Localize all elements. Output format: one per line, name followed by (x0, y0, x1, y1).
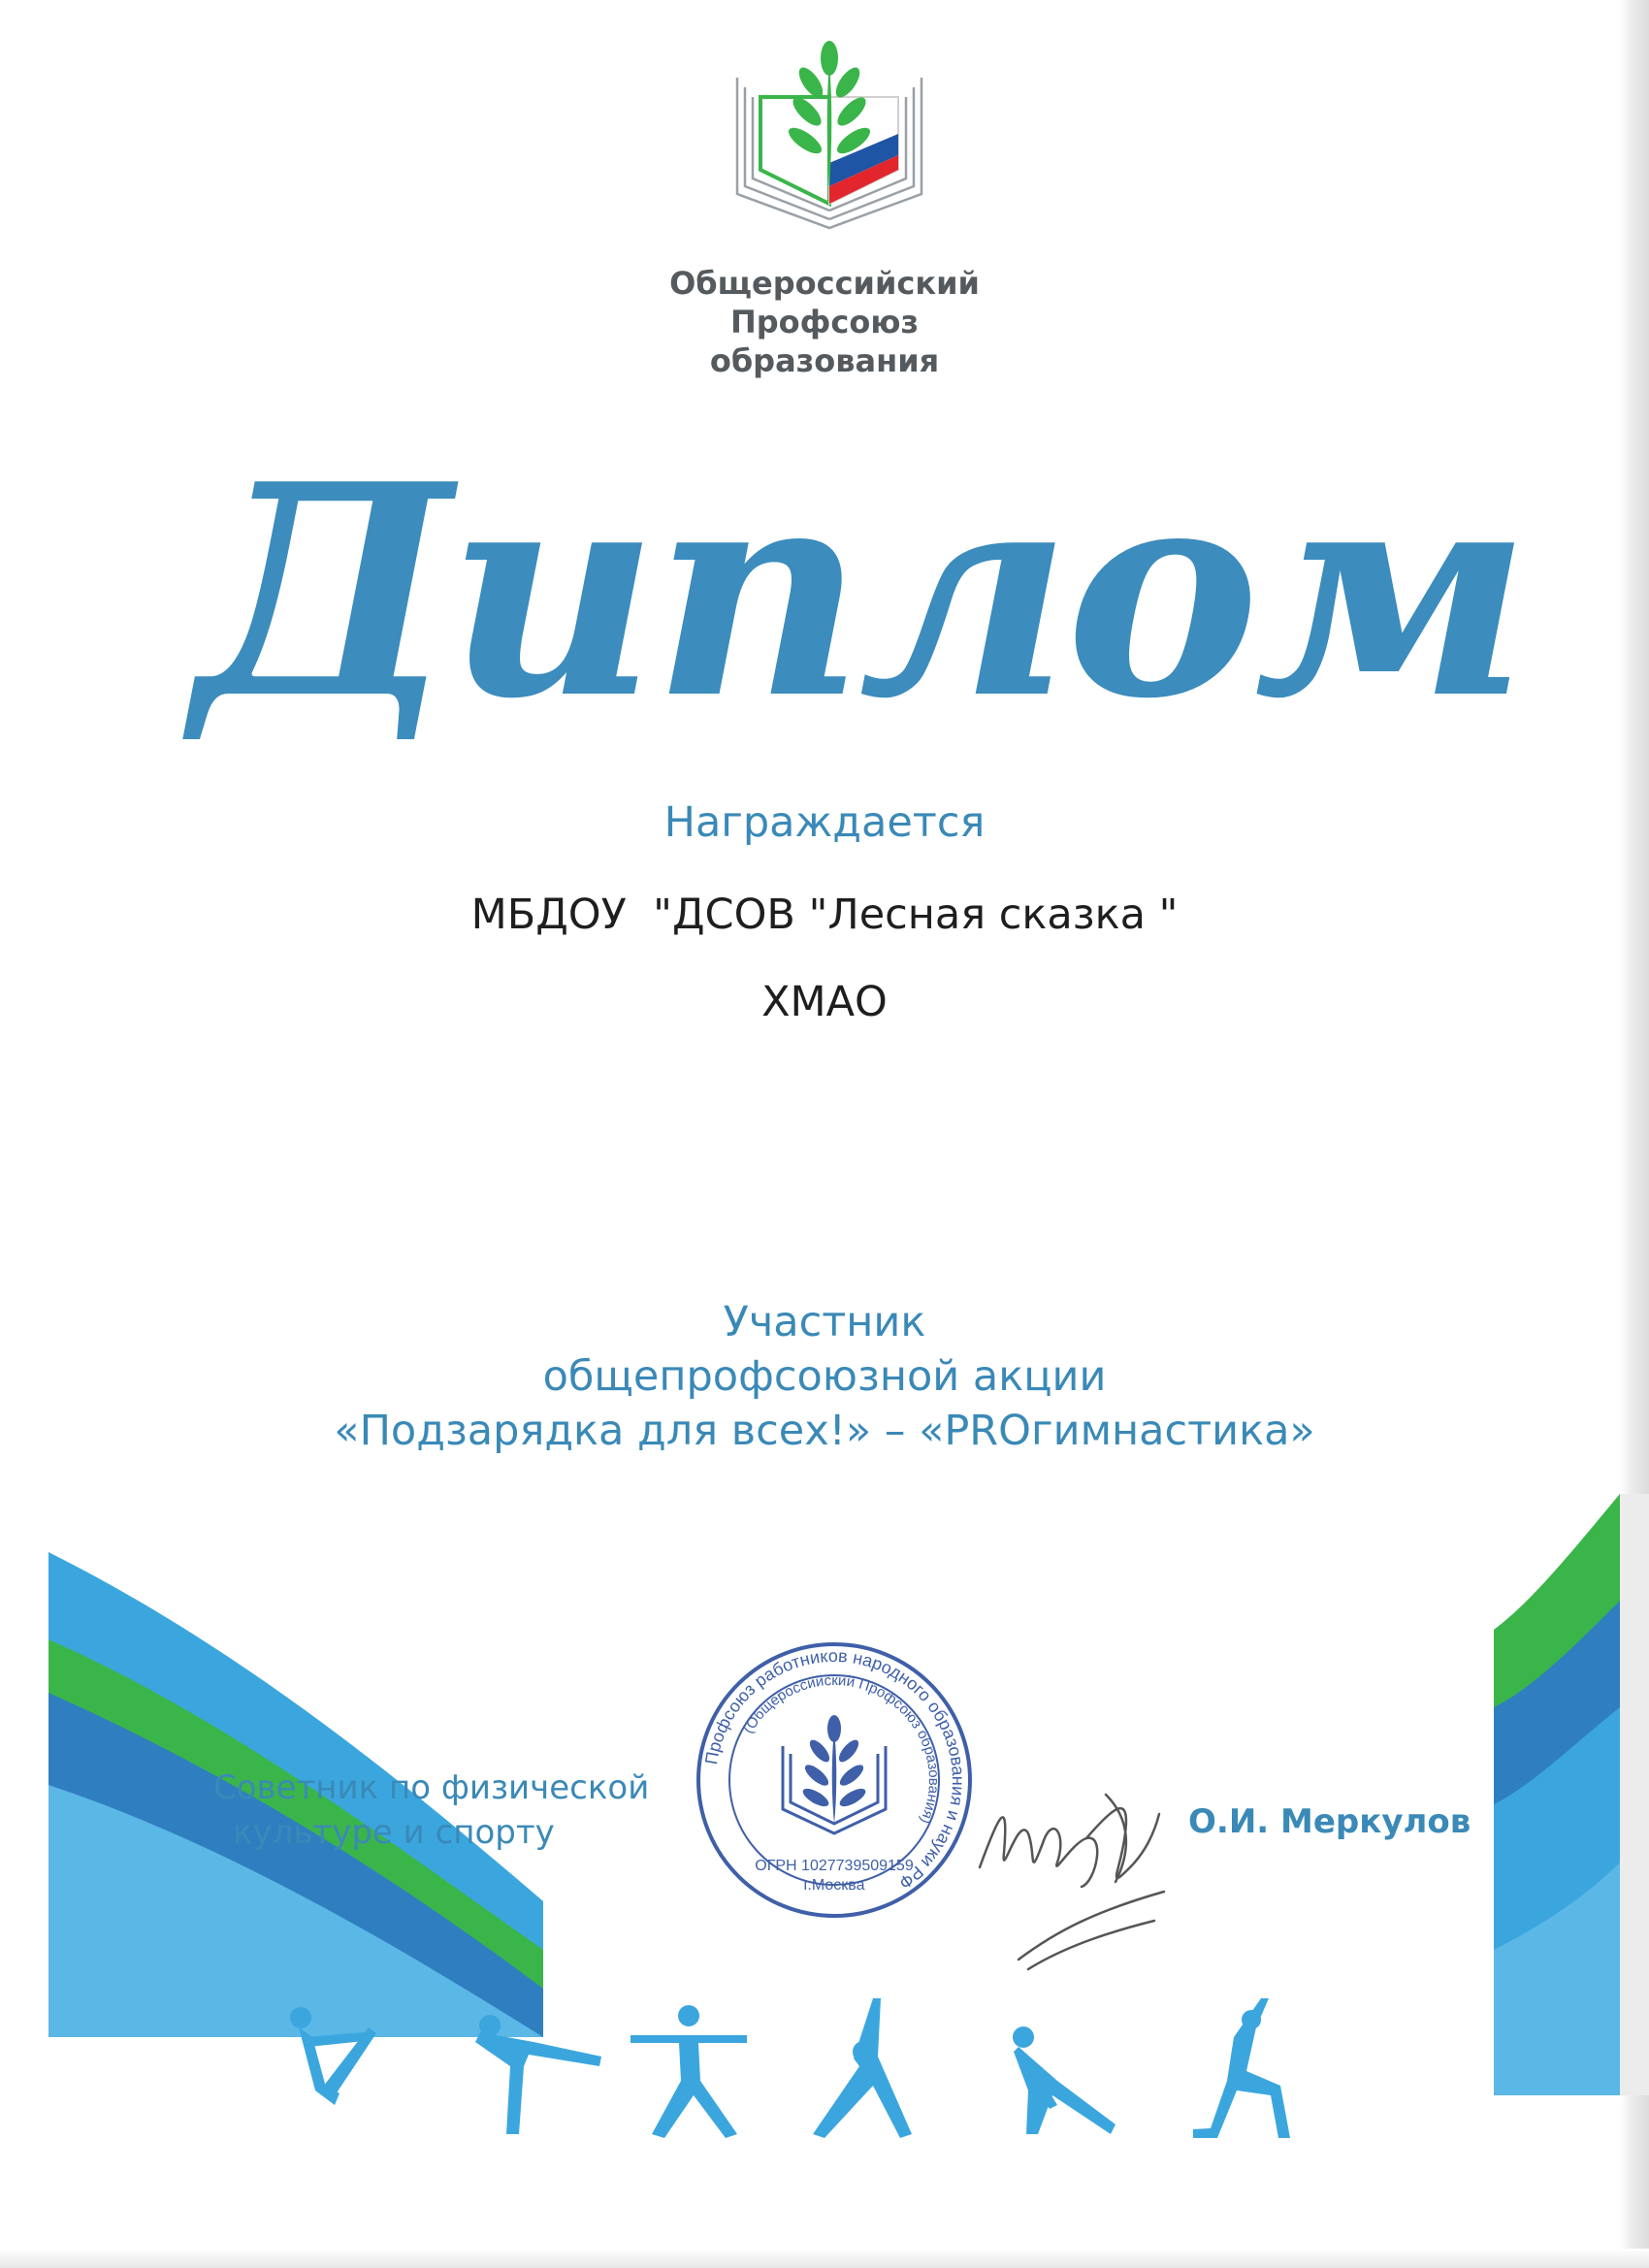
recipient-name: МБДОУ "ДСОВ "Лесная сказка " (470, 891, 1179, 939)
stamp-ogrn: ОГРН 1027739509159 (755, 1858, 914, 1874)
recipient-region: ХМАО (761, 978, 888, 1026)
stamp-outer-text: Профсоюз работников народного образования и науки РФ (701, 1645, 969, 1894)
participation-line: общепрофсоюзной акции (542, 1352, 1107, 1401)
stamp-city: г.Москва (803, 1877, 865, 1894)
awarded-label: Награждается (663, 798, 986, 847)
warrior-two-pose-icon (630, 2005, 747, 2138)
diploma-title: Диплом (194, 420, 1525, 762)
participation-line: «Подзарядка для всех!» – «PROгимнастика» (334, 1407, 1315, 1455)
union-logo-icon (718, 39, 941, 243)
triangle-pose-icon (813, 1998, 912, 2138)
lunge-stretch-pose-icon (1013, 2026, 1116, 2134)
exercise-figures (281, 1998, 1387, 2144)
participation-text (194, 1295, 1455, 1458)
signer-position-line: культуре и спорту (233, 1813, 555, 1852)
signer-position (213, 1766, 698, 1855)
warrior-three-pose-icon (475, 2015, 601, 2134)
signer-position-line: Советник по физической (213, 1768, 650, 1807)
organization-name-line: образования (709, 342, 940, 379)
decorative-wave-right (1474, 1494, 1649, 2095)
organization-name-line: Общероссийский (669, 265, 980, 302)
page-edge-shadow-bottom (0, 2249, 1649, 2268)
handwritten-signature (960, 1775, 1193, 1998)
kneeling-lunge-pose-icon (1193, 1998, 1290, 2138)
participation-line: Участник (723, 1298, 926, 1346)
organization-name-line: Профсоюз (729, 304, 920, 340)
stamp-inner-text: (Общероссийский Профсоюз образования) (739, 1671, 943, 1827)
boat-pose-icon (290, 2007, 376, 2105)
official-stamp-icon (694, 1639, 975, 1921)
signer-name: О.И. Меркулов (1188, 1802, 1471, 1841)
organization-name (582, 264, 1067, 380)
